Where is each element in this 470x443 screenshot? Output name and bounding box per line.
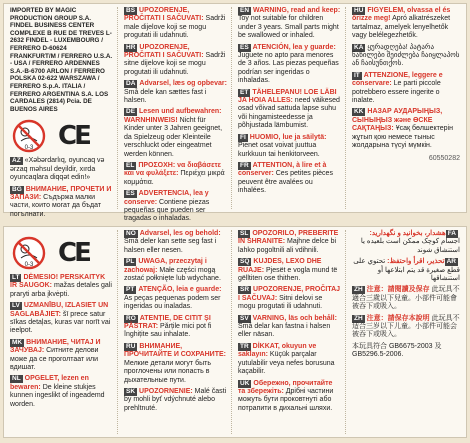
warning-heading: ATTENZIONE, leggere e conservare: bbox=[352, 71, 443, 88]
warning-text: Juguete no apto para menores de 3 años. Las piezas pequeñas podrían ser ingeridas o inhaladas. bbox=[238, 52, 339, 85]
top-column-1 bbox=[6, 7, 118, 218]
warning-text: تحتوي على قطع صغيرة قد يتم ابتلاعها أو استنشاقها bbox=[353, 258, 460, 283]
warning-text: Le parti piccole potrebbero essere ingerite o inalate. bbox=[352, 80, 441, 105]
entry-list bbox=[238, 7, 341, 196]
warning-text: Дрібні частини можуть бути проковтнуті або потрапити в дихальні шляхи. bbox=[238, 387, 334, 412]
warning-heading: ATENȚIE, DE CITIT ȘI PĂSTRAT: bbox=[124, 314, 211, 331]
warning-text: 本玩具符合 GB6675-2003 及 GB5296.5-2006. bbox=[352, 342, 442, 359]
warning-text: «Xəbərdarlıq, oyuncaq və ərzaq məhsul deyildir, xırda oyuncaqlara diqqət edin!» bbox=[10, 157, 105, 182]
language-code: ZH bbox=[354, 286, 363, 294]
warning-heading: UPOZORENJE, PROČITATI I SAČUVATI: bbox=[124, 43, 204, 60]
importer-address: IMPORTED BY MAGIC PRODUCTION GROUP S.A. FINDEL BUSINESS CENTER COMPLEXE B RUE DE TREVES L-2632 FINDEL - LUXEMBOURG / FERRERO D-60624 FRANKFURT/M / FERRERO U.S.A. - USA / FERRERO ARDENNES S.A.-B-6700 ARLON / FERRERO POLSKA 02-622 WARSZAWA / FERRERO S.p.A. ITALIA / FERRERO ARGENTINA S.A. LOS CARDALES (2814) Pcia. DE BUENOS AIRES bbox=[10, 7, 113, 113]
warning-text: Sitni delovi se mogu progutati ili udahnuti. bbox=[238, 294, 323, 311]
warning-text: Contiene piezas pequeñas que pueden ser tragadas o inhaladas. bbox=[124, 198, 210, 223]
language-code: BG bbox=[12, 185, 22, 193]
warning-heading: OPGELET, lezen en bewaren: bbox=[10, 375, 89, 391]
top-column-4 bbox=[348, 7, 464, 209]
language-code: EN bbox=[240, 7, 250, 14]
warning-heading: WARNING, read and keep: bbox=[253, 7, 341, 14]
warning-text: Ұсақ бөлшектерін жұтып қою немесе тыныс жолдарына түсуі мүмкін. bbox=[352, 125, 453, 150]
warning-entry bbox=[10, 339, 113, 373]
warning-heading: OPOZORILO, PREBERITE IN SHRANITE: bbox=[238, 230, 339, 246]
warning-heading: ΠΡΟΣΟΧΗ: να διαβάσετε και να φυλάξετε: bbox=[124, 161, 221, 178]
language-code: UK bbox=[240, 379, 250, 387]
warning-text: Pienet osat voivat juuttua kurkkuun tai henkitorveen. bbox=[238, 142, 320, 158]
ce-mark: CE bbox=[58, 238, 89, 268]
warning-entry bbox=[352, 258, 460, 283]
entry-list bbox=[10, 274, 113, 409]
warning-text: Părțile mici pot fi înghițite sau inhalate. bbox=[124, 323, 212, 339]
warning-entry bbox=[124, 286, 227, 311]
language-code: HU bbox=[354, 7, 364, 14]
language-code: SK bbox=[126, 387, 136, 395]
warning-entry bbox=[352, 343, 460, 360]
warning-entry bbox=[124, 230, 227, 255]
language-code: KA bbox=[354, 43, 364, 51]
warning-text: Små delar kan fastna i halsen eller näsan. bbox=[238, 323, 331, 339]
age-warning-icon bbox=[12, 236, 46, 270]
warning-text: Apró alkatrészeket tartalmaz, amelyek lenyelhetők vagy belélegezhetők. bbox=[352, 15, 451, 40]
language-code: RO bbox=[126, 314, 136, 322]
warning-entry bbox=[124, 44, 227, 78]
warning-entry bbox=[124, 388, 227, 413]
warning-heading: UPOZORNENIE: bbox=[139, 387, 193, 395]
warning-text: Majhne delce bi lahko pogoltnili ali vdihnili. bbox=[238, 238, 337, 254]
age-warning-icon bbox=[12, 119, 46, 153]
language-code: EL bbox=[126, 161, 135, 169]
warning-heading: Advarsel, les og behold: bbox=[139, 230, 221, 237]
warning-text: šī prece satur sīkas detaļas, kuras var norīt vai ieelpot. bbox=[10, 310, 111, 335]
leaflet-bottom bbox=[3, 226, 467, 438]
warning-entry bbox=[124, 80, 227, 105]
bottom-column-1 bbox=[6, 230, 118, 434]
language-code: FA bbox=[447, 230, 456, 237]
warning-text: Toy not suitable for children under 3 years. Small parts might be swallowed or inhaled. bbox=[238, 15, 339, 40]
warning-entry bbox=[352, 72, 460, 106]
warning-entry bbox=[352, 108, 460, 150]
warning-entry bbox=[10, 157, 113, 182]
warning-text: Sadrži male dijelove koji se mogu progutati ili udahnuti. bbox=[124, 15, 226, 40]
language-code: DA bbox=[126, 80, 136, 88]
warning-entry bbox=[352, 315, 460, 340]
warning-text: Съдържа малки части, които могат да бъдат погълнати. bbox=[10, 193, 102, 218]
language-code: FR bbox=[240, 161, 249, 169]
warning-text: mažas detales gali praryti arba įkvėpti. bbox=[10, 282, 112, 298]
entry-list bbox=[352, 230, 460, 360]
warning-heading: ATENCIÓN, lea y guarde: bbox=[252, 43, 336, 51]
entry-list bbox=[352, 7, 460, 151]
language-code: ES bbox=[240, 43, 249, 51]
warning-text: As peças pequenas podem ser ingeridas ou inaladas. bbox=[124, 294, 221, 311]
warning-heading: تحذير، اقرأ واحتفظ: bbox=[387, 258, 445, 266]
warning-entry bbox=[238, 162, 341, 196]
bottom-column-4 bbox=[348, 230, 464, 434]
warning-heading: DĖMESIO! PERSKAITYK IR SAUGOK: bbox=[10, 274, 106, 290]
warning-entry bbox=[10, 302, 113, 336]
warning-entry bbox=[238, 380, 341, 414]
warning-entry bbox=[124, 258, 227, 283]
entry-list bbox=[124, 230, 227, 413]
warning-text: Sadrži sitne dijelove koji se mogu progutati ili udahnuti. bbox=[124, 52, 226, 76]
language-code: AZ bbox=[12, 157, 21, 165]
language-code: AR bbox=[446, 258, 456, 266]
bottom-column-2 bbox=[120, 230, 232, 434]
safety-symbols bbox=[12, 119, 113, 153]
language-code: SQ bbox=[240, 258, 250, 266]
warning-entry bbox=[124, 315, 227, 340]
warning-text: Små deler kan sette seg fast i halsen eller nesen. bbox=[124, 238, 217, 254]
warning-entry bbox=[124, 162, 227, 187]
warning-entry bbox=[238, 230, 341, 255]
top-column-3 bbox=[234, 7, 346, 209]
warning-text: Мелкие детали могут быть проглочены или попасть в дыхательные пути. bbox=[124, 359, 211, 384]
warning-entry bbox=[10, 274, 113, 299]
warning-heading: ADVERTENCIA, lea y conserve: bbox=[124, 190, 209, 206]
warning-heading: Lesen und aufbewahren: WARNHINWEIS! bbox=[124, 108, 222, 124]
warning-entry bbox=[238, 89, 341, 131]
warning-heading: ВНИМАНИЕ, ПРОЧИТАЙТЕ И СОХРАНИТЕ: bbox=[124, 342, 226, 359]
warning-text: Små dele kan sættes fast i halsen. bbox=[124, 88, 207, 105]
warning-text: Περιέχει μικρά κομμάτια. bbox=[124, 170, 225, 186]
safety-symbols bbox=[12, 236, 113, 270]
warning-heading: 注意：請保存本說明 bbox=[366, 314, 430, 322]
language-code: ET bbox=[240, 88, 249, 96]
language-code: FI bbox=[240, 133, 246, 141]
warning-text: 此玩具不適合三歲以下兒童。小部件可能會被吞下或吸入。 bbox=[352, 286, 460, 311]
warning-entry bbox=[352, 44, 460, 69]
warning-entry bbox=[124, 190, 227, 224]
warning-entry bbox=[238, 134, 341, 159]
warning-entry bbox=[238, 286, 341, 311]
warning-entry bbox=[124, 7, 227, 41]
warning-heading: UWAGA, przeczytaj i zachowaj: bbox=[124, 258, 207, 274]
warning-heading: 注意：請閱讀及保存 bbox=[366, 286, 430, 294]
warning-entry bbox=[238, 7, 341, 41]
warning-entry bbox=[238, 258, 341, 283]
warning-heading: DİKKAT, okuyun ve saklayın: bbox=[238, 342, 317, 359]
warning-text: Küçük parçalar yutulabilir veya nefes borusuna kaçabilir. bbox=[238, 351, 335, 376]
language-code: NL bbox=[12, 375, 21, 383]
warning-entry bbox=[238, 44, 341, 86]
warning-heading: VARNING, läs och behåll: bbox=[252, 314, 337, 322]
language-code: SV bbox=[240, 314, 249, 322]
warning-heading: هشدار، بخوانید و نگهدارید: bbox=[369, 230, 446, 237]
warning-text: Nicht für Kinder unter 3 Jahren geeignet, da Spielzeug oder Kleinteile verschluckt oder eingeatmet werden können. bbox=[124, 116, 223, 158]
warning-text: Ситните делови може да се проголтаат или вдишат. bbox=[10, 347, 99, 372]
warning-heading: FIGYELEM, olvassa el és őrizze meg! bbox=[352, 7, 451, 23]
warning-heading: Обережно, прочитайте та збережіть: bbox=[238, 379, 333, 395]
warning-text: need väikesed osad võivad sattuda lapse suhu või hingamisteedesse ja põhjustada lämbumist. bbox=[238, 97, 340, 130]
warning-text: Pjesët e vogla mund të gëlltiten ose thithen. bbox=[238, 266, 338, 283]
language-code: LT bbox=[12, 274, 20, 281]
language-code: DE bbox=[126, 108, 136, 116]
warning-text: Małe części mogą zostać połknięte lub wdychane. bbox=[124, 266, 221, 283]
language-code: NO bbox=[126, 230, 136, 237]
warning-entry bbox=[238, 343, 341, 377]
warning-entry bbox=[10, 186, 113, 220]
ce-mark: CE bbox=[58, 121, 89, 152]
top-column-2 bbox=[120, 7, 232, 223]
warning-heading: ВНИМАНИЕ, ПРОЧЕТИ И ЗАПАЗИ: bbox=[10, 185, 112, 201]
warning-heading: UPOZORENJE, PROČITATI I SAČUVATI: bbox=[124, 7, 204, 23]
bottom-column-3 bbox=[234, 230, 346, 434]
language-code: ES bbox=[126, 190, 135, 198]
language-code: IT bbox=[354, 71, 360, 79]
warning-heading: UZMANĪBU, IZLASIET UN SAGLABĀJIET: bbox=[10, 302, 109, 318]
language-code: BS bbox=[126, 7, 136, 14]
entry-list bbox=[10, 157, 113, 219]
product-code: 60550282 bbox=[428, 154, 460, 162]
warning-heading: ATENÇÃO, leia e guarde: bbox=[138, 286, 222, 294]
entry-list bbox=[124, 7, 227, 224]
warning-text: Ces petites pièces peuvent être avalées ou inhalées. bbox=[238, 170, 333, 195]
language-code: SL bbox=[240, 230, 249, 237]
warning-text: 此玩具不适合三岁以下儿童。小部件可能会被吞下或吸入。 bbox=[352, 314, 460, 339]
warning-text: De kleine stukjes kunnen ingeslikt of ingeademd worden. bbox=[10, 383, 105, 408]
language-code: SR bbox=[240, 286, 250, 294]
language-code: ZH bbox=[354, 314, 363, 322]
warning-heading: Advarsel, læs og opbevar: bbox=[139, 80, 227, 88]
warning-entry bbox=[10, 375, 113, 409]
warning-text: ყურადღება! პატარა ნაწილები შეიძლება ჩაიყლაპოს ან ჩაისუნთქოს. bbox=[352, 43, 460, 68]
warning-heading: НАЗАР АУДАРЫҢЫЗ, СЫНЫҢЫЗ және ӨСКЕ САҚТАҢЫЗ: bbox=[352, 108, 443, 133]
language-code: TR bbox=[240, 342, 249, 350]
age-warning-label: 0-3 bbox=[24, 145, 34, 152]
language-code: PT bbox=[126, 286, 135, 294]
warning-entry bbox=[352, 286, 460, 311]
warning-heading: ATTENTION, à lire et à conserver: bbox=[238, 161, 327, 178]
warning-heading: UPOZORENJE, PROČITAJ I SAČUVAJ: bbox=[238, 286, 341, 302]
warning-text: اجسام کوچک ممکن است بلعیده یا استنشاق شوند bbox=[360, 238, 460, 254]
language-code: KK bbox=[354, 108, 364, 116]
warning-entry bbox=[124, 108, 227, 158]
warning-heading: ВНИМАНИЕ, ЧИТАЈ И ЗАЧУВАЈ: bbox=[10, 338, 101, 355]
warning-entry bbox=[352, 230, 460, 255]
language-code: MK bbox=[12, 338, 23, 346]
warning-heading: HUOMIO, lue ja säilytä: bbox=[249, 133, 327, 141]
warning-text: Malé časti by mohli byť vdýchnuté alebo prehltnuté. bbox=[124, 387, 227, 412]
language-code: RU bbox=[126, 342, 136, 350]
age-warning-label: 0-3 bbox=[24, 262, 34, 268]
language-code: PL bbox=[126, 258, 135, 266]
warning-entry bbox=[352, 7, 460, 41]
entry-list bbox=[238, 230, 341, 413]
warning-heading: TÄHELEPANU! LOE LÄBI JA HOIA ALLES: bbox=[238, 88, 337, 105]
language-code: HR bbox=[126, 43, 136, 51]
leaflet-top bbox=[3, 3, 467, 223]
warning-entry bbox=[238, 315, 341, 340]
warning-entry bbox=[124, 343, 227, 385]
language-code: LV bbox=[12, 302, 20, 310]
warning-heading: KUJDES, LEXO DHE RUAJE: bbox=[238, 258, 322, 274]
